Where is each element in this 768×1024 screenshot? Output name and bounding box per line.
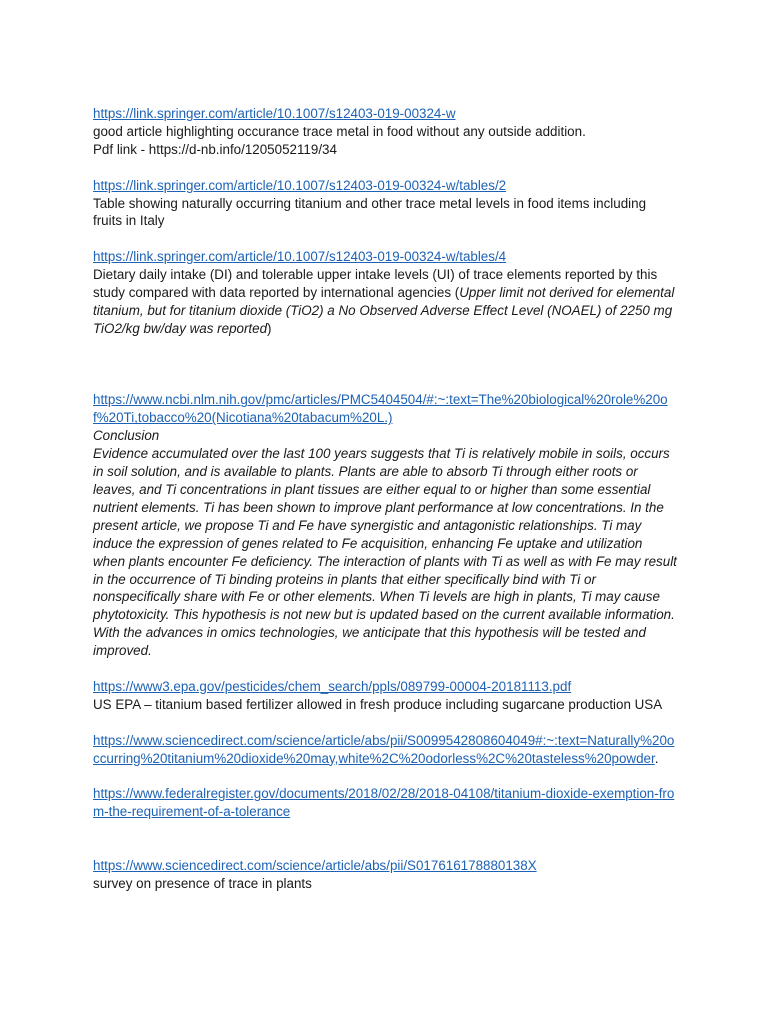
ncbi-article-link[interactable]: https://www.ncbi.nlm.nih.gov/pmc/articles/PMC5404504/#:~:text=The%20biological%20role%20of%20Ti,tobacco%20(Nicotiana%20tabacum%20L.) [93,392,668,426]
sciencedirect-survey-link[interactable]: https://www.sciencedirect.com/science/article/abs/pii/S017616178880138X [93,857,537,873]
springer-table4-description [93,266,678,338]
conclusion-heading: Conclusion [93,428,160,444]
pdf-link-text: Pdf link - https://d-nb.info/1205052119/34 [93,141,337,157]
survey-description: survey on presence of trace in plants [93,875,312,891]
springer-article-description: good article highlighting occurance trace metal in food without any outside addition. [93,123,586,139]
document-page [93,105,678,893]
sciencedirect-tio2-trailing-period: . [654,750,659,766]
table4-description-normal: Dietary daily intake (DI) and tolerable upper intake levels (UI) of trace elements reported by this study compared with data reported by international agencies ( [93,267,658,301]
epa-description: US EPA – titanium based fertilizer allowed in fresh produce including sugarcane production USA [93,696,663,712]
springer-table2-description: Table showing naturally occurring titanium and other trace metal levels in food items including fruits in Italy [93,195,647,229]
sciencedirect-tio2-paragraph [93,732,678,768]
sciencedirect-tio2-link[interactable]: https://www.sciencedirect.com/science/article/abs/pii/S0099542808604049#:~:text=Naturally%20occurring%20titanium%20dioxide%20may,white%2C%20odorless%2C%20tasteless%20powder [93,732,675,766]
springer-table2-link[interactable]: https://link.springer.com/article/10.1007/s12403-019-00324-w/tables/2 [93,177,507,193]
springer-table4-link[interactable]: https://link.springer.com/article/10.1007/s12403-019-00324-w/tables/4 [93,249,507,265]
conclusion-body: Evidence accumulated over the last 100 years suggests that Ti is relatively mobile in soils, occurs in soil solution, and is available to plants. Plants are able to absorb Ti through either roots or leaves, and Ti concentrations in plant tissues are either equal to or higher than some essential nutrient elements. Ti has been shown to improve plant performance at low concentrations. In the present article, we propose Ti and Fe have synergistic and antagonistic relationships. Ti may induce the expression of genes related to Fe acquisition, enhancing Fe uptake and utilization when plants encounter Fe deficiency. The interaction of plants with Ti as well as with Fe may result in the occurrence of Ti binding proteins in plants that either specifically bind with Ti or nonspecifically share with Fe or other elements. When Ti levels are high in plants, Ti may cause phytotoxicity. This hypothesis is not new but is updated based on the current available information. With the advances in omics technologies, we anticipate that this hypothesis will be tested and improved. [93,446,677,659]
springer-article-link[interactable]: https://link.springer.com/article/10.1007/s12403-019-00324-w [93,106,456,121]
table4-description-italic: Upper limit not derived for elemental titanium, but for titanium dioxide (TiO2) a No Observed Adverse Effect Level (NOAEL) of 2250 mg TiO2/kg bw/day was reported [93,285,675,336]
table4-description-close: ) [267,320,272,336]
epa-pdf-link[interactable]: https://www3.epa.gov/pesticides/chem_search/ppls/089799-00004-20181113.pdf [93,678,572,694]
federal-register-link[interactable]: https://www.federalregister.gov/documents/2018/02/28/2018-04108/titanium-dioxide-exemption-from-the-requirement-of-a-tolerance [93,786,675,820]
